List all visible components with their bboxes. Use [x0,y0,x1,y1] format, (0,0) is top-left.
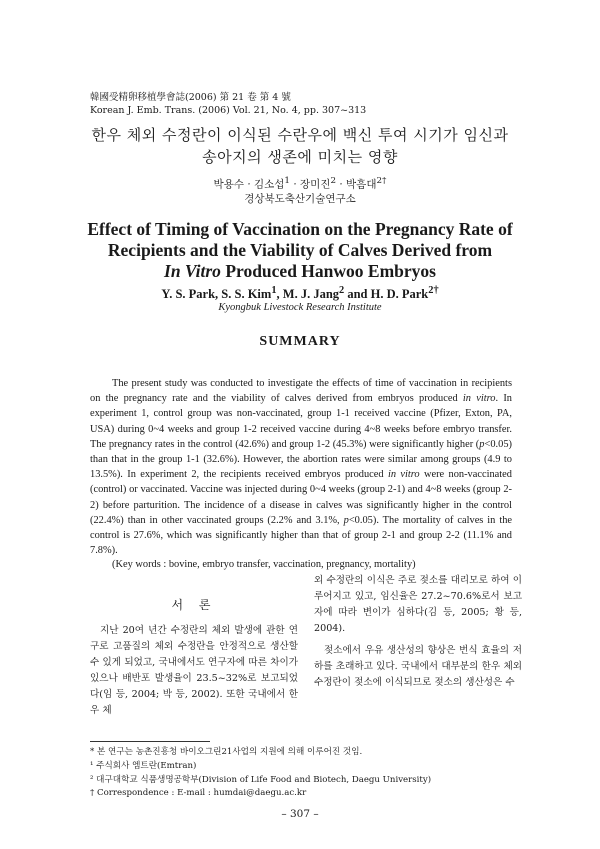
intro-right-text-2: 젖소에서 우유 생산성의 향상은 번식 효율의 저하를 초래하고 있다. 국내에서 대부분의 한우 체외 수정란이 젖소에 이식되므로 젖소의 생산성은 수 [314,645,522,688]
korean-authors [0,173,600,193]
english-author-sup-1: 1 [271,285,277,296]
keywords: (Key words : bovine, embryo transfer, vaccination, pregnancy, mortality) [112,559,416,570]
korean-title-line-2: 송아지의 생존에 미치는 영향 [202,148,398,166]
summary-heading: SUMMARY [259,334,341,349]
summary-italic-1: in vitro [462,393,496,405]
english-author-a: Y. S. Park, S. S. Kim [161,287,272,302]
summary-text-1: The present study was conducted to investigate the effects of time of vaccination in recipients on the pregnancy rate and the viability of calves derived from embryos produced [90,378,512,405]
korean-author-sup-1: 1 [284,176,290,186]
footnote-affiliation-1: ¹ 주식회사 엠트란(Emtran) [90,760,197,771]
english-title-line-2: Recipients and the Viability of Calves Derived from [107,240,493,260]
english-author-b: , M. J. Jang [276,287,340,302]
intro-right-column [314,573,522,691]
korean-author-3: · 박흠대 [336,178,377,191]
page-number: – 307 – [281,808,319,820]
footnotes [90,746,431,801]
intro-right-text-1: 외 수정란의 이식은 주로 젖소를 대리모로 하여 이루어지고 있고, 임신율은 27.2~70.6%로서 보고자에 따라 변이가 심하다(김 등, 2005; 황 등, 2004). [314,575,522,634]
journal-citation [90,91,366,117]
english-author-sup-3: 2† [428,285,439,296]
footnote-affiliation-2: ² 대구대학교 식품생명공학부(Division of Life Food and Biotech, Daegu University) [90,774,432,785]
summary-text-3: <0.05) than that in the group 1-1 (32.6%). However, the abortion rates were similar among groups (4.9 to 13.5%). In experiment 2, the recipients received embryos produced [90,438,512,481]
korean-author-sup-2: 2 [330,176,337,186]
english-title [0,219,600,282]
english-title-line-3 [0,261,600,282]
intro-left-column [90,596,298,719]
summary-italic-3: in vitro [387,469,420,481]
english-title-rest: Produced Hanwoo Embryos [220,261,436,281]
english-authors [0,285,600,302]
english-author-sup-2: 2 [339,285,345,296]
korean-affiliation: 경상북도축산기술연구소 [244,193,356,205]
footnote-funding: * 본 연구는 농촌진흥청 바이오그린21사업의 지원에 의해 이루어진 것임. [90,747,363,757]
summary-abstract [90,376,512,558]
intro-left-text: 지난 20여 년간 수정란의 체외 발생에 관한 연구로 고품질의 체외 수정란을 안정적으로 생산할 수 있게 되었고, 국내에서도 연구자에 따른 차이가 있으나 배반포 발생율이 23.5~32%로 보고되었다(임 등, 2004; 박 등, 2002). 또한 국내에서 한우 체 [90,625,298,716]
english-title-italic: In Vitro [164,261,221,281]
korean-author-2: · 장미진 [290,178,331,191]
korean-title [0,124,600,168]
summary-paragraph [90,376,512,558]
intro-heading: 서 론 [171,598,217,612]
summary-italic-2: p [479,438,485,450]
footnote-divider [90,741,210,742]
summary-text-4: were non-vaccinated (control) or vaccinated. Vaccine was injected during 0~4 weeks (group 2-1) and 4~8 weeks (group 2-2) before parturition. The incidence of a disease in calves was significantly higher in the control (22.4%) than in other vaccinated groups (2.2% and 3.1%, [90,469,512,526]
summary-text-5: <0.05). The mortality of calves in the control is 27.6%, which was significantly higher than that of group 2-1 and group 2-2 (11.1% and 7.8%). [90,514,513,557]
korean-author-1: 박용수 · 김소섭 [213,178,285,191]
korean-author-sup-3: 2† [376,176,387,186]
footnote-correspondence: † Correspondence : E-mail : humdai@daegu.ac.kr [90,788,307,799]
summary-italic-4: p [343,514,349,526]
english-title-line-1: Effect of Timing of Vaccination on the Pregnancy Rate of [87,219,513,239]
summary-text-2: . In experiment 1, control group was non-vaccinated, group 1-1 received vaccine (Pfizer, Exton, PA, USA) during 0~4 weeks and group 1-2 received vaccine during 4~8 weeks before embryo transfer. The pregnancy rates in the control (42.6%) and group 1-2 (45.3%) were significantly higher ( [90,393,512,450]
journal-citation-korean: 韓國受精卵移植學會誌(2006) 第 21 卷 第 4 號 [90,92,291,103]
korean-title-line-1: 한우 체외 수정란이 이식된 수란우에 백신 투여 시기가 임신과 [91,126,509,144]
english-affiliation: Kyongbuk Livestock Research Institute [218,302,382,313]
english-author-c: and H. D. Park [344,287,429,302]
journal-citation-english: Korean J. Emb. Trans. (2006) Vol. 21, No. 4, pp. 307~313 [90,105,367,116]
